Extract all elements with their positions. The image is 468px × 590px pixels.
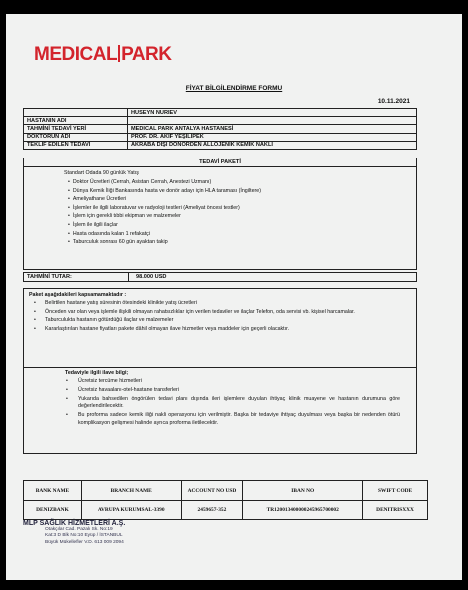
package-item: • Taburculuk sonrası 60 gün ayaktan takip: [68, 238, 261, 247]
info-label: TAHMİNİ TEDAVİ YERİ: [24, 125, 128, 133]
bank-data-row: [24, 501, 428, 520]
info-label: [24, 109, 128, 117]
package-item: • Doktor Ücretleri (Cerrah, Asistan Cerrah, Anestezi Uzmanı): [68, 178, 261, 187]
package-section: [23, 167, 417, 270]
info-label: DOKTORUN ADI: [24, 133, 128, 141]
document-date: 10.11.2021: [377, 98, 410, 105]
exclusion-item: • Kararlaştırılan hastane fiyatları pakete dâhil olmayan ilave hizmetler veya maddeler için geçerli olacaktır.: [34, 326, 406, 333]
bank-cell: AVRUPA KURUMSAL-3390: [81, 501, 181, 520]
additional-info-item: • Yukarıda bahsedilen öngörülen tedavi planı dışında ileri işlemlere duyulan ihtiyaç klinik muayene ve hastanın durumuna göre değerlendirilecektir.: [65, 396, 400, 411]
stamp-company-name: MLP SAĞLIK HİZMETLERİ A.Ş.: [23, 520, 126, 527]
package-item: • Dünya Kemik İliği Bankasında hasta ve donör adayı için HLA taraması (İngiltere): [68, 187, 261, 196]
info-label: HASTANIN ADI: [24, 117, 128, 125]
additional-info-item: • Ücretsiz havaalanı-otel-hastane transferleri: [65, 387, 400, 394]
company-stamp: [23, 520, 125, 546]
info-row: [24, 117, 417, 125]
bank-header-cell: IBAN NO: [243, 481, 363, 501]
estimated-total: [23, 272, 417, 282]
package-item: • İşlem ile ilgili ilaçlar: [68, 221, 261, 230]
exclusion-item: • Önceden var olan veya işlemle ilişkili olmayan rahatsızlıklar için verilen tedaviler ve ilaçlar Telefon, oda servisi vb. kişisel harcamalar.: [34, 309, 406, 316]
additional-info-section: [23, 368, 417, 454]
bank-cell: DENIZBANK: [24, 501, 82, 520]
info-value: AKRABA DIŞI DÖNÖRDEN ALLOJENİK KEMİK NAKLİ: [128, 141, 417, 149]
total-label: TAHMİNİ TUTAR:: [27, 274, 72, 280]
stamp-address-line: Büyük Mükellefler V.D. 613 009 2094: [45, 539, 124, 545]
package-lead: Standart Odada 90 günlük Yatış: [64, 170, 139, 176]
additional-info-item: • Bu proforma sadece kemik iliği nakli operasyonu için verilmiştir. Başka bir tedaviye ihtiyaç duyulması veya başka bir nedenden ötürü komplikasyon gelişmesi halinde ayrıca proforma iletilecektir.: [65, 412, 400, 427]
info-row: [24, 109, 417, 117]
info-row: [24, 141, 417, 149]
total-value: 98.000 USD: [136, 274, 167, 280]
bank-header-cell: SWIFT CODE: [363, 481, 428, 501]
bank-cell: DENITRISXXX: [363, 501, 428, 520]
package-list: [68, 178, 261, 247]
bank-cell: 2459657-352: [181, 501, 243, 520]
info-value: HUSEYN NURIEV: [128, 109, 417, 117]
info-row: [24, 133, 417, 141]
info-value: PROF. DR. AKİF YEŞİLİPEK: [128, 133, 417, 141]
additional-info-item: • Ücretsiz tercüme hizmetleri: [65, 378, 400, 385]
exclusion-item: • Belirtilen hastane yatış süresinin ötesindeki klinikte yatış ücretleri: [34, 300, 406, 307]
info-label: TEKLİF EDİLEN TEDAVİ: [24, 141, 128, 149]
additional-info-title: Tedaviyle ilgili ilave bilgi;: [65, 370, 129, 376]
additional-info-list: [65, 378, 400, 429]
form-title: FİYAT BİLGİLENDİRME FORMU: [185, 85, 283, 92]
bank-header-row: [24, 481, 428, 501]
info-row: [24, 125, 417, 133]
document-page: [6, 14, 462, 580]
info-value: MEDICAL PARK ANTALYA HASTANESİ: [128, 125, 417, 133]
exclusions-title: Paket aşağıdakileri kapsamamaktadır :: [29, 292, 127, 298]
package-title: TEDAVİ PAKETİ: [23, 158, 417, 167]
stamp-address-line: Kat:3 D Blk No:10 Eyüp / İSTANBUL: [45, 533, 123, 539]
package-item: • İşlemler ile ilgili laboratuvar ve radyoloji testleri (Ameliyat öncesi testler): [68, 204, 261, 213]
stamp-address-line: Otakçılar Cad. Pazalı Sk. No:19: [45, 527, 113, 532]
package-item: • İşlem için gerekli tıbbi ekipman ve malzemeler: [68, 212, 261, 221]
bank-header-cell: BANK NAME: [24, 481, 82, 501]
patient-info-table: [23, 108, 417, 150]
bank-details-table: [23, 480, 428, 520]
bank-header-cell: BRANCH NAME: [81, 481, 181, 501]
exclusions-section: [23, 288, 417, 368]
info-value: [128, 117, 417, 125]
medical-park-logo: MEDICAL PARK: [34, 44, 172, 65]
package-item: • Ameliyathane Ücretleri: [68, 195, 261, 204]
total-divider: [128, 273, 129, 281]
exclusion-item: • Taburculukta hastanın götürdüğü ilaçlar ve malzemeler: [34, 317, 406, 324]
bank-cell: TR120013400000245965700002: [243, 501, 363, 520]
package-item: • Hasta odasında kalan 1 refakatçi: [68, 230, 261, 239]
exclusions-list: [34, 300, 406, 334]
bank-header-cell: ACCOUNT NO USD: [181, 481, 243, 501]
